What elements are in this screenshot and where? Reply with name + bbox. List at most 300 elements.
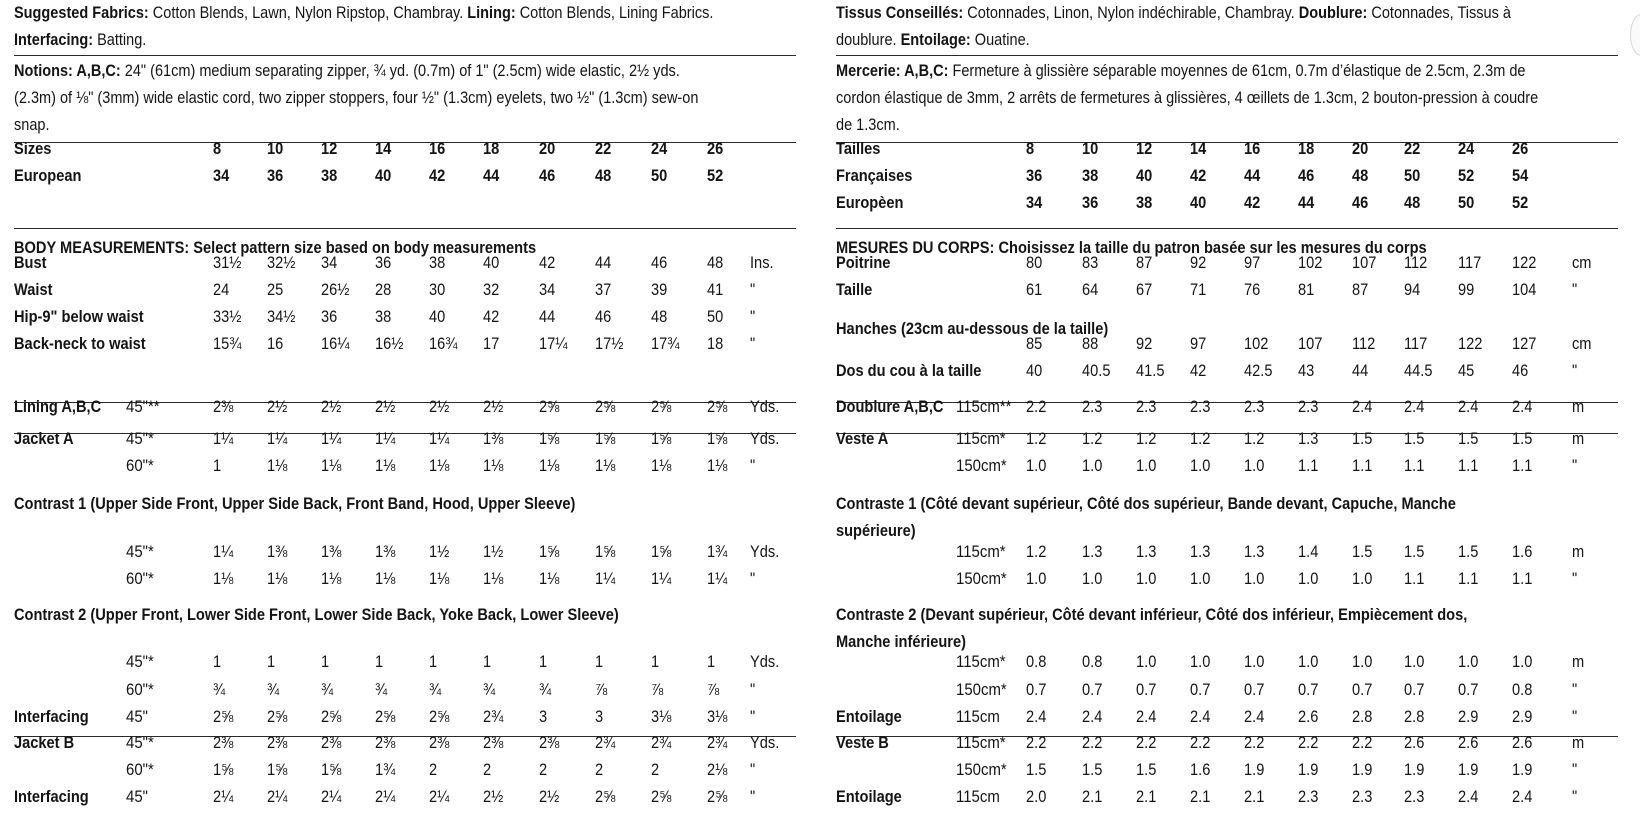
table-cell: 2⅜ [429, 733, 450, 752]
table-row-c1_45 [14, 538, 796, 565]
table-cell: ¾ [375, 680, 388, 699]
table-cell: 2 [429, 760, 438, 779]
table-row-dos [836, 357, 1618, 384]
row-fabric-width: 45"* [126, 542, 154, 561]
table-cell: 1.4 [1298, 542, 1319, 561]
table-cell: 0.7 [1404, 680, 1425, 699]
table-cell: 36 [375, 253, 392, 272]
table-cell: 44 [1352, 361, 1369, 380]
table-cell: 1¼ [213, 429, 234, 448]
table-cell: 2.8 [1404, 707, 1425, 726]
table-cell: 1.5 [1458, 429, 1479, 448]
row-unit: Yds. [750, 397, 780, 416]
table-cell: 42 [539, 253, 556, 272]
table-cell: 2.4 [1458, 787, 1479, 806]
table-cell: 52 [707, 166, 724, 185]
table-cell: 1⅝ [539, 542, 560, 561]
table-cell: 1.2 [1244, 429, 1265, 448]
table-cell: 52 [1512, 193, 1529, 212]
row-fabric-width: 115cm* [956, 429, 1006, 448]
row-label: European [14, 166, 82, 185]
table-row-interf2 [14, 783, 796, 810]
table-cell: 12 [321, 139, 338, 158]
divider [14, 228, 796, 229]
table-cell: 34 [1026, 193, 1043, 212]
table-cell: 1⅝ [321, 760, 342, 779]
table-cell: 107 [1298, 334, 1323, 353]
table-cell: 1¼ [267, 429, 288, 448]
table-cell: 1⅝ [595, 542, 616, 561]
row-unit: " [750, 456, 756, 475]
contrast-2-heading: Contrast 2 (Upper Front, Lower Side Front, Lower Side Back, Yoke Back, Lower Sleeve) [14, 605, 619, 624]
table-row-jacketB60 [14, 756, 796, 783]
table-cell: 1.1 [1512, 456, 1533, 475]
table-cell: 1.2 [1190, 429, 1211, 448]
contrast-1-heading: Contrast 1 (Upper Side Front, Upper Side Back, Front Band, Hood, Upper Sleeve) [14, 494, 576, 513]
table-cell: 2¾ [651, 733, 672, 752]
suggested-fabrics-label: Suggested Fabrics: [14, 4, 149, 22]
row-label: Interfacing [14, 707, 89, 726]
table-cell: 1⅝ [707, 429, 728, 448]
divider [14, 55, 796, 56]
table-cell: 54 [1512, 166, 1529, 185]
table-cell: 1 [595, 652, 604, 671]
table-cell: 1.2 [1026, 542, 1047, 561]
contraste-1-heading-cont: supérieure) [836, 521, 916, 540]
table-cell: 1.0 [1082, 569, 1103, 588]
tissus-paragraph [836, 0, 1617, 54]
table-cell: 0.8 [1026, 652, 1047, 671]
table-cell: 1.0 [1404, 652, 1425, 671]
row-label: Europèen [836, 193, 904, 212]
table-cell: 1⅛ [375, 456, 396, 475]
row-fabric-width: 60"* [126, 456, 154, 475]
table-cell: 44.5 [1404, 361, 1433, 380]
table-cell: 33½ [213, 307, 242, 326]
table-cell: 1.0 [1352, 569, 1373, 588]
table-cell: 0.7 [1082, 680, 1103, 699]
table-cell: 1.2 [1082, 429, 1103, 448]
table-cell: 2.1 [1244, 787, 1265, 806]
table-cell: 17½ [595, 334, 624, 353]
table-cell: 28 [375, 280, 392, 299]
table-cell: 42.5 [1244, 361, 1273, 380]
table-cell: 1⅛ [539, 569, 560, 588]
table-row-c2_60 [14, 676, 796, 703]
table-cell: 2.6 [1298, 707, 1319, 726]
table-cell: 0.7 [1190, 680, 1211, 699]
table-cell: 2 [483, 760, 492, 779]
table-cell: 24 [1458, 139, 1475, 158]
table-cell: 1.3 [1244, 542, 1265, 561]
table-cell: 43 [1298, 361, 1315, 380]
row-label: Sizes [14, 139, 52, 158]
table-cell: 1.9 [1298, 760, 1319, 779]
table-cell: 16¼ [321, 334, 350, 353]
table-cell: 97 [1244, 253, 1261, 272]
table-cell: 1⅛ [321, 569, 342, 588]
table-row-c1_60 [14, 565, 796, 592]
table-cell: 3⅛ [651, 707, 672, 726]
row-label: Tailles [836, 139, 881, 158]
table-cell: 37 [595, 280, 612, 299]
entoilage-text: Ouatine. [970, 31, 1030, 49]
table-cell: 1.1 [1404, 456, 1425, 475]
scroll-edge-handle[interactable] [1630, 14, 1640, 56]
table-cell: 44 [539, 307, 556, 326]
table-cell: 0.7 [1458, 680, 1479, 699]
table-cell: 2.2 [1136, 733, 1157, 752]
table-cell: 36 [1026, 166, 1043, 185]
table-cell: 42 [429, 166, 446, 185]
table-cell: 1½ [429, 542, 450, 561]
table-cell: 26 [1512, 139, 1529, 158]
table-cell: 36 [1082, 193, 1099, 212]
row-fabric-width: 45" [126, 787, 148, 806]
table-cell: 0.8 [1512, 680, 1533, 699]
table-cell: 1 [707, 652, 716, 671]
table-cell: 2⅝ [213, 707, 234, 726]
table-cell: 2⅜ [267, 733, 288, 752]
table-cell: 1.0 [1136, 456, 1157, 475]
table-cell: 38 [429, 253, 446, 272]
row-label: Dos du cou à la taille [836, 361, 982, 380]
table-cell: 1.6 [1190, 760, 1211, 779]
row-unit: m [1572, 733, 1585, 752]
french-column [836, 0, 1618, 825]
table-cell: 1⅝ [539, 429, 560, 448]
table-row-backneck [14, 330, 796, 357]
table-cell: 2.4 [1026, 707, 1047, 726]
mercerie-line-1: Fermeture à glissière séparable moyennes de 61cm, 0.7m d’élastique de 2.5cm, 2.3m de [948, 62, 1526, 80]
table-cell: 83 [1082, 253, 1099, 272]
table-cell: 16½ [375, 334, 404, 353]
table-cell: 46 [1512, 361, 1529, 380]
table-cell: 2⅝ [651, 787, 672, 806]
table-cell: 2.3 [1190, 397, 1211, 416]
table-cell: 1.2 [1026, 429, 1047, 448]
tissus-text: Cotonnades, Linon, Nylon indéchirable, Chambray. [963, 4, 1299, 22]
table-cell: 2.3 [1404, 787, 1425, 806]
table-cell: 0.7 [1136, 680, 1157, 699]
table-cell: 40 [483, 253, 500, 272]
table-cell: 1.5 [1352, 542, 1373, 561]
row-fabric-width: 60"* [126, 760, 154, 779]
table-cell: 81 [1298, 280, 1315, 299]
table-cell: 122 [1512, 253, 1537, 272]
table-cell: 42 [1244, 193, 1261, 212]
row-label: Veste B [836, 733, 889, 752]
table-row-vesteB150 [836, 756, 1618, 783]
table-cell: 2⅛ [707, 760, 728, 779]
table-cell: 2.4 [1244, 707, 1265, 726]
table-cell: 2½ [267, 397, 288, 416]
row-unit: " [1572, 680, 1578, 699]
table-cell: 0.7 [1244, 680, 1265, 699]
table-cell: 41 [707, 280, 724, 299]
table-cell: 1.3 [1190, 542, 1211, 561]
table-cell: 2.1 [1136, 787, 1157, 806]
table-cell: 1⅛ [429, 569, 450, 588]
table-cell: 112 [1404, 253, 1428, 272]
table-cell: 25 [267, 280, 284, 299]
table-cell: 44 [1298, 193, 1315, 212]
table-cell: 1.0 [1082, 456, 1103, 475]
table-cell: 1.0 [1298, 569, 1319, 588]
table-cell: 2.0 [1026, 787, 1047, 806]
table-cell: 42 [1190, 166, 1207, 185]
table-cell: 0.7 [1298, 680, 1319, 699]
row-unit: " [1572, 787, 1578, 806]
table-cell: 2½ [483, 397, 504, 416]
table-cell: 1.3 [1298, 429, 1319, 448]
table-cell: 1 [651, 652, 660, 671]
table-cell: 2.2 [1244, 733, 1265, 752]
table-cell: 117 [1404, 334, 1428, 353]
table-cell: 40.5 [1082, 361, 1111, 380]
table-cell: 10 [1082, 139, 1099, 158]
doublure-text: Cotonnades, Tissus à [1367, 4, 1511, 22]
row-unit: Yds. [750, 652, 780, 671]
table-row-taille [836, 276, 1618, 303]
row-fabric-width: 115cm* [956, 652, 1006, 671]
table-cell: 31½ [213, 253, 242, 272]
table-cell: 34 [321, 253, 338, 272]
row-unit: " [750, 334, 756, 353]
table-row-vesteA150 [836, 452, 1618, 479]
table-cell: 1.0 [1244, 652, 1265, 671]
body-measurements-heading: BODY MEASUREMENTS: Select pattern size based on body measurements [14, 238, 537, 257]
table-cell: 1⅛ [595, 456, 616, 475]
table-row-poitrine [836, 249, 1618, 276]
table-cell: 1.5 [1352, 429, 1373, 448]
row-label: Bust [14, 253, 47, 272]
suggested-fabrics-paragraph [14, 0, 795, 54]
table-cell: 1⅛ [375, 569, 396, 588]
table-cell: 1.3 [1136, 542, 1157, 561]
table-cell: 2⅜ [375, 733, 396, 752]
table-cell: 46 [1352, 193, 1369, 212]
table-cell: 1.9 [1352, 760, 1373, 779]
table-cell: 1.0 [1244, 569, 1265, 588]
table-row-hip [14, 303, 796, 330]
table-cell: 41.5 [1136, 361, 1165, 380]
table-cell: 2⅜ [539, 733, 560, 752]
row-fabric-width: 115cm [956, 787, 1000, 806]
table-cell: 1 [213, 652, 222, 671]
table-cell: 1⅝ [213, 760, 234, 779]
table-cell: 1.1 [1352, 456, 1373, 475]
table-cell: 1.0 [1190, 456, 1211, 475]
table-cell: 1⅜ [375, 542, 396, 561]
row-fabric-width: 150cm* [956, 760, 1007, 779]
table-cell: 1⅝ [651, 542, 672, 561]
table-cell: 46 [595, 307, 612, 326]
table-cell: 1¼ [595, 569, 616, 588]
table-cell: ¾ [213, 680, 226, 699]
table-cell: 1⅜ [483, 429, 504, 448]
row-label: Back-neck to waist [14, 334, 146, 353]
table-row-francaises [836, 162, 1618, 189]
mercerie-paragraph [836, 58, 1617, 139]
row-fabric-width: 115cm* [956, 542, 1006, 561]
table-row-c1_150 [836, 565, 1618, 592]
table-cell: 2½ [429, 397, 450, 416]
table-row-entoil2 [836, 783, 1618, 810]
row-fabric-width: 115cm** [956, 397, 1012, 416]
row-label: Jacket B [14, 733, 75, 752]
table-cell: 1⅝ [267, 760, 288, 779]
table-cell: 36 [321, 307, 338, 326]
row-unit: " [750, 707, 756, 726]
row-unit: " [1572, 361, 1578, 380]
table-cell: 102 [1244, 334, 1269, 353]
table-cell: 14 [375, 139, 392, 158]
row-unit: m [1572, 429, 1585, 448]
table-cell: 1.0 [1190, 652, 1211, 671]
table-cell: 2.1 [1190, 787, 1211, 806]
table-cell: 18 [1298, 139, 1315, 158]
row-unit: " [750, 760, 756, 779]
table-cell: 50 [651, 166, 668, 185]
row-unit: m [1572, 397, 1585, 416]
row-label: Françaises [836, 166, 913, 185]
table-cell: 1.0 [1026, 456, 1047, 475]
table-cell: 2.1 [1082, 787, 1103, 806]
table-row-bust [14, 249, 796, 276]
row-unit: " [1572, 456, 1578, 475]
table-cell: 1.9 [1404, 760, 1425, 779]
table-cell: 2.2 [1352, 733, 1373, 752]
table-cell: 112 [1352, 334, 1376, 353]
table-cell: 2.8 [1352, 707, 1373, 726]
table-cell: 1⅛ [483, 569, 504, 588]
table-cell: 2.3 [1352, 787, 1373, 806]
table-row-vesteB115 [836, 729, 1618, 756]
table-cell: 2 [539, 760, 548, 779]
table-cell: 2½ [321, 397, 342, 416]
table-cell: 0.7 [1026, 680, 1047, 699]
table-cell: 1.0 [1244, 456, 1265, 475]
table-cell: 2.9 [1512, 707, 1533, 726]
table-cell: ⅞ [707, 680, 720, 699]
row-fabric-width: 45"* [126, 652, 154, 671]
table-cell: 1.1 [1512, 569, 1533, 588]
table-cell: 2.2 [1026, 397, 1047, 416]
contraste-2-heading: Contraste 2 (Devant supérieur, Côté devant inférieur, Côté dos inférieur, Empiècement dos, [836, 605, 1468, 624]
row-unit: " [1572, 569, 1578, 588]
mercerie-line-3: de 1.3cm. [836, 116, 900, 134]
table-cell: 16 [267, 334, 284, 353]
table-cell: 2.4 [1082, 707, 1103, 726]
table-row-c2_45 [14, 648, 796, 675]
table-cell: 76 [1244, 280, 1261, 299]
table-cell: 92 [1136, 334, 1153, 353]
table-cell: 1⅛ [321, 456, 342, 475]
table-cell: 17¼ [539, 334, 568, 353]
table-cell: 1.0 [1352, 652, 1373, 671]
row-unit: " [750, 680, 756, 699]
table-cell: 107 [1352, 253, 1377, 272]
table-cell: 1⅜ [321, 542, 342, 561]
table-cell: ¾ [539, 680, 552, 699]
row-label: Jacket A [14, 429, 74, 448]
table-cell: ¾ [483, 680, 496, 699]
table-cell: 1⅛ [267, 569, 288, 588]
table-cell: 1.6 [1512, 542, 1533, 561]
table-row-jacketA45 [14, 425, 796, 452]
table-cell: 1.9 [1244, 760, 1265, 779]
table-cell: 2.3 [1298, 397, 1319, 416]
row-unit: " [750, 307, 756, 326]
table-cell: 17 [483, 334, 500, 353]
table-cell: 1⅛ [539, 456, 560, 475]
row-unit: Yds. [750, 733, 780, 752]
row-label: Entoilage [836, 707, 902, 726]
table-cell: 2⅝ [595, 397, 616, 416]
table-cell: 2.2 [1190, 733, 1211, 752]
table-cell: 104 [1512, 280, 1537, 299]
table-cell: 16¾ [429, 334, 458, 353]
table-cell: 1½ [483, 542, 504, 561]
table-cell: 34½ [267, 307, 296, 326]
row-unit: Ins. [750, 253, 774, 272]
table-cell: 38 [321, 166, 338, 185]
table-cell: 1¼ [429, 429, 450, 448]
table-cell: 2½ [539, 787, 560, 806]
table-cell: 80 [1026, 253, 1043, 272]
table-cell: 1.0 [1458, 652, 1479, 671]
row-label: Interfacing [14, 787, 89, 806]
table-cell: 2 [595, 760, 604, 779]
table-row-doublure [836, 393, 1618, 420]
table-cell: 20 [539, 139, 556, 158]
table-row-interf1 [14, 703, 796, 730]
interfacing-text: Batting. [93, 31, 147, 49]
table-cell: ⅞ [651, 680, 664, 699]
row-fabric-width: 115cm [956, 707, 1000, 726]
lining-label: Lining: [467, 4, 516, 22]
table-cell: 44 [595, 253, 612, 272]
table-cell: 1⅛ [651, 456, 672, 475]
table-cell: 1⅛ [429, 456, 450, 475]
table-cell: 2.6 [1512, 733, 1533, 752]
table-cell: 22 [1404, 139, 1421, 158]
table-cell: 2.4 [1352, 397, 1373, 416]
table-row-lining [14, 393, 796, 420]
table-cell: 127 [1512, 334, 1537, 353]
table-cell: 97 [1190, 334, 1207, 353]
table-cell: 26½ [321, 280, 350, 299]
table-cell: 1 [429, 652, 438, 671]
table-cell: 1⅝ [595, 429, 616, 448]
table-cell: 50 [707, 307, 724, 326]
table-cell: 1 [213, 456, 222, 475]
table-cell: 16 [429, 139, 446, 158]
table-cell: 1.5 [1026, 760, 1047, 779]
table-cell: 52 [1458, 166, 1475, 185]
notions-label: Notions: A,B,C: [14, 62, 121, 80]
table-cell: 8 [213, 139, 222, 158]
table-cell: 16 [1244, 139, 1261, 158]
table-cell: 1¼ [651, 569, 672, 588]
tissus-label: Tissus Conseillés: [836, 4, 964, 22]
table-cell: 38 [1082, 166, 1099, 185]
lining-text: Cotton Blends, Lining Fabrics. [515, 4, 714, 22]
notions-line-1: 24" (61cm) medium separating zipper, ¾ yd. (0.7m) of 1" (2.5cm) wide elastic, 2½ yds. [120, 62, 680, 80]
row-unit: cm [1572, 334, 1592, 353]
table-cell: 44 [483, 166, 500, 185]
